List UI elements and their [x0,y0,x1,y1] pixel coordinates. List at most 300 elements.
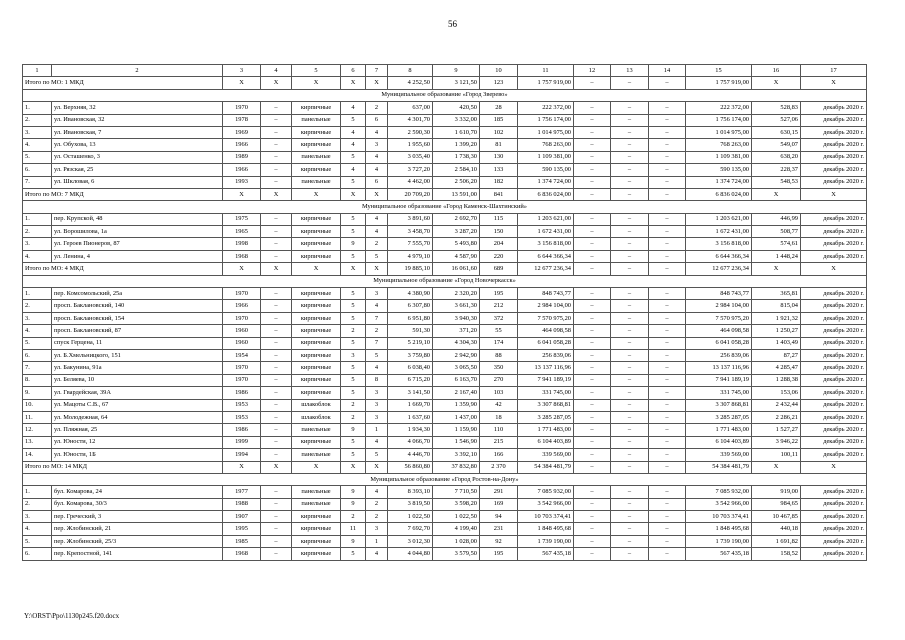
table-cell: – [649,511,686,523]
table-cell: ул. Мацоты С.В., 67 [52,399,223,411]
table-cell: декабрь 2020 г. [801,424,867,436]
table-cell: декабрь 2020 г. [801,213,867,225]
table-cell: 6. [23,548,52,560]
table-cell: 1 848 495,68 [518,523,574,535]
table-cell: 55 [480,325,518,337]
total-row [23,461,867,473]
table-cell: 420,50 [433,102,480,114]
table-cell: – [611,300,649,312]
table-cell: декабрь 2020 г. [801,387,867,399]
table-cell: декабрь 2020 г. [801,300,867,312]
table-cell: 3 156 818,00 [518,238,574,250]
table-cell: 1 359,90 [433,399,480,411]
table-cell: – [649,250,686,262]
table-cell: – [611,288,649,300]
table-cell: 7 941 189,19 [518,374,574,386]
table-cell: 7 085 932,00 [518,486,574,498]
table-cell: 1 203 621,00 [518,213,574,225]
table-cell: 11. [23,411,52,423]
table-cell: кирпичные [292,238,341,250]
table-cell: – [574,498,611,510]
table-cell: – [261,312,292,324]
table-cell: 5 219,10 [388,337,433,349]
table-cell: 1 448,24 [752,250,801,262]
table-cell: – [649,486,686,498]
table-cell: 1970 [223,374,261,386]
table-cell: – [261,337,292,349]
table-cell: X [261,461,292,473]
table-cell: 848 743,77 [518,288,574,300]
table-cell: – [261,114,292,126]
table-cell: – [574,77,611,89]
table-cell: 6 [366,114,388,126]
table-cell: 6 038,40 [388,362,433,374]
table-cell: 14 [649,65,686,77]
table-cell: шлакоблок [292,411,341,423]
table-cell: декабрь 2020 г. [801,226,867,238]
table-cell: 1 757 919,00 [518,77,574,89]
table-cell: 228,37 [752,164,801,176]
table-cell: просп. Баклановский, 87 [52,325,223,337]
table-cell: панельные [292,151,341,163]
table-cell: панельные [292,114,341,126]
table-cell: 3. [23,126,52,138]
municipality-header [23,275,867,287]
table-cell: 4 301,70 [388,114,433,126]
table-cell: 3 579,50 [433,548,480,560]
table-cell: просп. Баклановский, 140 [52,300,223,312]
table-cell: X [223,263,261,275]
table-cell: 2 [366,325,388,337]
table-cell: кирпичные [292,436,341,448]
table-cell: – [261,436,292,448]
table-cell: 1 374 724,00 [518,176,574,188]
table-cell: 123 [480,77,518,89]
table-cell: – [611,176,649,188]
table-cell: 1 921,32 [752,312,801,324]
table-cell: – [649,498,686,510]
table-cell: – [574,312,611,324]
table-cell: кирпичные [292,164,341,176]
table-cell: – [611,511,649,523]
table-cell: 1907 [223,511,261,523]
table-cell: 13 591,00 [433,188,480,200]
table-cell: 12. [23,424,52,436]
table-cell: 1 014 975,00 [518,126,574,138]
table-cell: Муниципальное образование «Город Каменск-Шахтинский» [23,201,867,213]
table-cell: – [574,176,611,188]
table-cell: 549,07 [752,139,801,151]
table-cell: декабрь 2020 г. [801,312,867,324]
table-cell: ул. Ивановская, 7 [52,126,223,138]
table-cell: – [649,349,686,361]
table-cell: пер. Жлобинский, 25/3 [52,535,223,547]
table-row [23,139,867,151]
table-cell: – [611,436,649,448]
table-cell: 984,65 [752,498,801,510]
table-cell: X [752,263,801,275]
table-cell: – [261,151,292,163]
table-cell: 5. [23,151,52,163]
table-cell: 4 [366,151,388,163]
table-cell: 1960 [223,337,261,349]
table-cell: кирпичные [292,102,341,114]
table-row [23,126,867,138]
table-cell: 4 [341,126,366,138]
table-cell: 5. [23,535,52,547]
table-cell: – [611,349,649,361]
table-cell: – [649,288,686,300]
table-cell: – [574,213,611,225]
table-cell: – [649,238,686,250]
table-cell: 9 [341,486,366,498]
table-cell: Итого по МО: 4 МКД [23,263,223,275]
table-cell: 2 584,10 [433,164,480,176]
table-cell: – [649,436,686,448]
table-row [23,436,867,448]
table-cell: X [261,188,292,200]
table-cell: 5 [341,436,366,448]
table-cell: 4 044,80 [388,548,433,560]
table-cell: – [649,461,686,473]
table-cell: 5 [341,312,366,324]
table-cell: 5 [341,250,366,262]
table-cell: X [223,188,261,200]
table-cell: 10 703 374,41 [686,511,752,523]
table-cell: 5 [341,300,366,312]
table-cell: 4. [23,250,52,262]
table-cell: X [292,188,341,200]
table-cell: 637,00 [388,102,433,114]
total-row [23,77,867,89]
table-cell: 1970 [223,288,261,300]
table-cell: – [261,535,292,547]
table-cell: ул. Юности, 1Б [52,449,223,461]
table-cell: 4 380,90 [388,288,433,300]
table-cell: 133 [480,164,518,176]
table-cell: панельные [292,486,341,498]
table-cell: – [261,362,292,374]
table-cell: пер. Жлобинский, 21 [52,523,223,535]
table-cell: 6 644 366,34 [686,250,752,262]
table-cell: 1 739 190,00 [518,535,574,547]
table-cell: 19 885,10 [388,263,433,275]
table-cell: 4 [341,139,366,151]
table-cell: 630,15 [752,126,801,138]
table-cell: 919,00 [752,486,801,498]
table-cell: 5 [341,288,366,300]
table-cell: – [574,461,611,473]
table-cell: бул. Комарова, 30/3 [52,498,223,510]
table-cell: 2 942,90 [433,349,480,361]
table-cell: ул. Гвардейская, 39А [52,387,223,399]
table-cell: – [261,238,292,250]
table-cell: 768 263,00 [686,139,752,151]
table-cell: 1 437,00 [433,411,480,423]
table-cell: 10 467,85 [752,511,801,523]
table-cell: – [611,151,649,163]
table-cell: – [261,139,292,151]
table-cell: 195 [480,548,518,560]
table-cell: – [574,548,611,560]
table-cell: 3 542 966,00 [686,498,752,510]
table-cell: – [611,399,649,411]
table-cell: ул. Ворошилова, 1а [52,226,223,238]
table-cell: – [649,164,686,176]
table-cell: X [292,77,341,89]
table-cell: 185 [480,114,518,126]
table-cell: декабрь 2020 г. [801,436,867,448]
table-cell: X [366,263,388,275]
table-cell: ул. Юности, 12 [52,436,223,448]
table-cell: 3 285 287,05 [686,411,752,423]
table-cell: – [611,374,649,386]
table-cell: 2 [341,325,366,337]
table-cell: 7 710,50 [433,486,480,498]
table-cell: декабрь 2020 г. [801,511,867,523]
table-cell: 5 [341,151,366,163]
table-cell: – [611,387,649,399]
table-cell: – [611,411,649,423]
table-cell: 768 263,00 [518,139,574,151]
table-cell: 10. [23,399,52,411]
table-cell: кирпичные [292,548,341,560]
table-cell: – [649,362,686,374]
table-cell: декабрь 2020 г. [801,374,867,386]
table-cell: панельные [292,449,341,461]
table-cell: 6 104 403,89 [686,436,752,448]
table-cell: 7 [366,65,388,77]
table-cell: – [574,102,611,114]
table-cell: 20 709,20 [388,188,433,200]
table-cell: X [801,461,867,473]
table-cell: 1 672 431,00 [686,226,752,238]
table-cell: 2 [52,65,223,77]
table-cell: пер. Греческий, 3 [52,511,223,523]
table-cell: – [611,263,649,275]
table-cell: 4 446,70 [388,449,433,461]
table-cell: 7. [23,176,52,188]
table-cell: 1 739 190,00 [686,535,752,547]
table-cell: – [649,337,686,349]
table-cell: 14. [23,449,52,461]
table-cell: – [649,548,686,560]
table-row [23,387,867,399]
table-cell: 2 167,40 [433,387,480,399]
table-cell: 1 757 919,00 [686,77,752,89]
table-cell: 1978 [223,114,261,126]
table-cell: 2. [23,300,52,312]
table-cell: 1. [23,288,52,300]
table-cell: 16 061,60 [433,263,480,275]
table-cell: 6 715,20 [388,374,433,386]
table-cell: X [366,77,388,89]
table-cell: X [261,263,292,275]
table-cell: – [611,449,649,461]
municipality-header [23,201,867,213]
table-cell: 1977 [223,486,261,498]
table-cell: 1968 [223,250,261,262]
table-row [23,102,867,114]
table-row [23,535,867,547]
table-cell: 1 374 724,00 [686,176,752,188]
table-cell: кирпичные [292,374,341,386]
table-cell: 92 [480,535,518,547]
table-cell: – [649,325,686,337]
table-cell: 3 [366,288,388,300]
table-cell: 1965 [223,226,261,238]
table-cell: кирпичные [292,362,341,374]
table-cell: 9 [341,535,366,547]
table-cell: 3 458,70 [388,226,433,238]
table-cell: 158,52 [752,548,801,560]
table-cell: – [574,164,611,176]
table-cell: Муниципальное образование «Город Зверево» [23,89,867,101]
table-cell: 1 756 174,00 [518,114,574,126]
table-cell: 5 [341,548,366,560]
table-cell: 8 393,10 [388,486,433,498]
table-cell: декабрь 2020 г. [801,250,867,262]
municipality-header [23,89,867,101]
table-cell: ул. Бакунина, 91а [52,362,223,374]
table-cell: 3 [223,65,261,77]
table-cell: 169 [480,498,518,510]
table-cell: 638,20 [752,151,801,163]
table-row [23,548,867,560]
table-cell: 2 984 104,00 [518,300,574,312]
table-row [23,424,867,436]
table-cell: 1 403,49 [752,337,801,349]
table-cell: 4 462,00 [388,176,433,188]
table-cell: – [611,213,649,225]
table-cell: кирпичные [292,250,341,262]
table-cell: – [261,300,292,312]
table-cell: кирпичные [292,288,341,300]
table-cell: 4 [366,226,388,238]
table-row [23,411,867,423]
table-cell: 1 955,60 [388,139,433,151]
table-row [23,164,867,176]
table-cell: – [611,486,649,498]
table-cell: 5 [341,337,366,349]
table-cell: 365,81 [752,288,801,300]
table-cell: 13 137 116,96 [518,362,574,374]
table-cell: – [574,511,611,523]
table-cell: – [574,523,611,535]
table-cell: 4 [366,126,388,138]
table-row [23,312,867,324]
table-cell: 567 435,18 [686,548,752,560]
table-cell: 17 [801,65,867,77]
table-cell: – [574,325,611,337]
table-cell: 153,06 [752,387,801,399]
table-cell: 1970 [223,312,261,324]
table-cell: 3. [23,238,52,250]
table-cell: 3 759,80 [388,349,433,361]
table-row [23,176,867,188]
table-cell: Итого по МО: 14 МКД [23,461,223,473]
table-cell: 166 [480,449,518,461]
table-cell: – [649,213,686,225]
table-cell: 5 [341,176,366,188]
table-cell: – [574,188,611,200]
table-cell: 4 [366,362,388,374]
table-cell: кирпичные [292,126,341,138]
table-cell: – [574,126,611,138]
table-cell: 5 [341,213,366,225]
table-cell: 5 [341,387,366,399]
table-cell: 15 [686,65,752,77]
table-cell: панельные [292,498,341,510]
table-cell: – [649,151,686,163]
table-cell: – [261,486,292,498]
table-cell: ул. Верхняя, 32 [52,102,223,114]
table-cell: ул. Молодежная, 64 [52,411,223,423]
table-cell: Итого по МО: 7 МКД [23,188,223,200]
table-cell: – [611,126,649,138]
table-cell: X [341,461,366,473]
table-cell: – [611,226,649,238]
table-row [23,523,867,535]
table-cell: – [611,114,649,126]
table-cell: 4 [366,486,388,498]
table-cell: – [611,139,649,151]
table-cell: 1 848 495,68 [686,523,752,535]
table-cell: 440,18 [752,523,801,535]
table-cell: 1. [23,213,52,225]
table-cell: 5 [341,374,366,386]
table-cell: 88 [480,349,518,361]
table-row [23,498,867,510]
table-cell: ул. Б.Хмельницкого, 151 [52,349,223,361]
table-cell: 2 506,20 [433,176,480,188]
table-cell: декабрь 2020 г. [801,449,867,461]
table-cell: 6. [23,349,52,361]
table-cell: 270 [480,374,518,386]
table-cell: 256 839,06 [686,349,752,361]
table-cell: – [261,226,292,238]
table-cell: 110 [480,424,518,436]
table-cell: панельные [292,424,341,436]
table-cell: 1966 [223,164,261,176]
table-cell: 4 252,50 [388,77,433,89]
table-cell: декабрь 2020 г. [801,114,867,126]
table-cell: кирпичные [292,139,341,151]
table-cell: 3 156 818,00 [686,238,752,250]
table-cell: – [649,374,686,386]
table-cell: 339 569,00 [518,449,574,461]
table-cell: 3 307 868,81 [518,399,574,411]
table-cell: 3 035,40 [388,151,433,163]
table-cell: 1954 [223,349,261,361]
table-cell: 9. [23,387,52,399]
table-cell: – [261,349,292,361]
table-row [23,114,867,126]
table-cell: 6 836 024,00 [686,188,752,200]
table-cell: 1 250,27 [752,325,801,337]
table-cell: 1986 [223,387,261,399]
table-cell: кирпичные [292,312,341,324]
table-cell: – [574,300,611,312]
table-cell: 3 121,50 [433,77,480,89]
table-cell: 1 203 621,00 [686,213,752,225]
table-cell: 4 [366,548,388,560]
table-cell: – [649,523,686,535]
table-cell: – [574,411,611,423]
table-cell: декабрь 2020 г. [801,288,867,300]
table-cell: – [611,102,649,114]
table-cell: X [366,188,388,200]
